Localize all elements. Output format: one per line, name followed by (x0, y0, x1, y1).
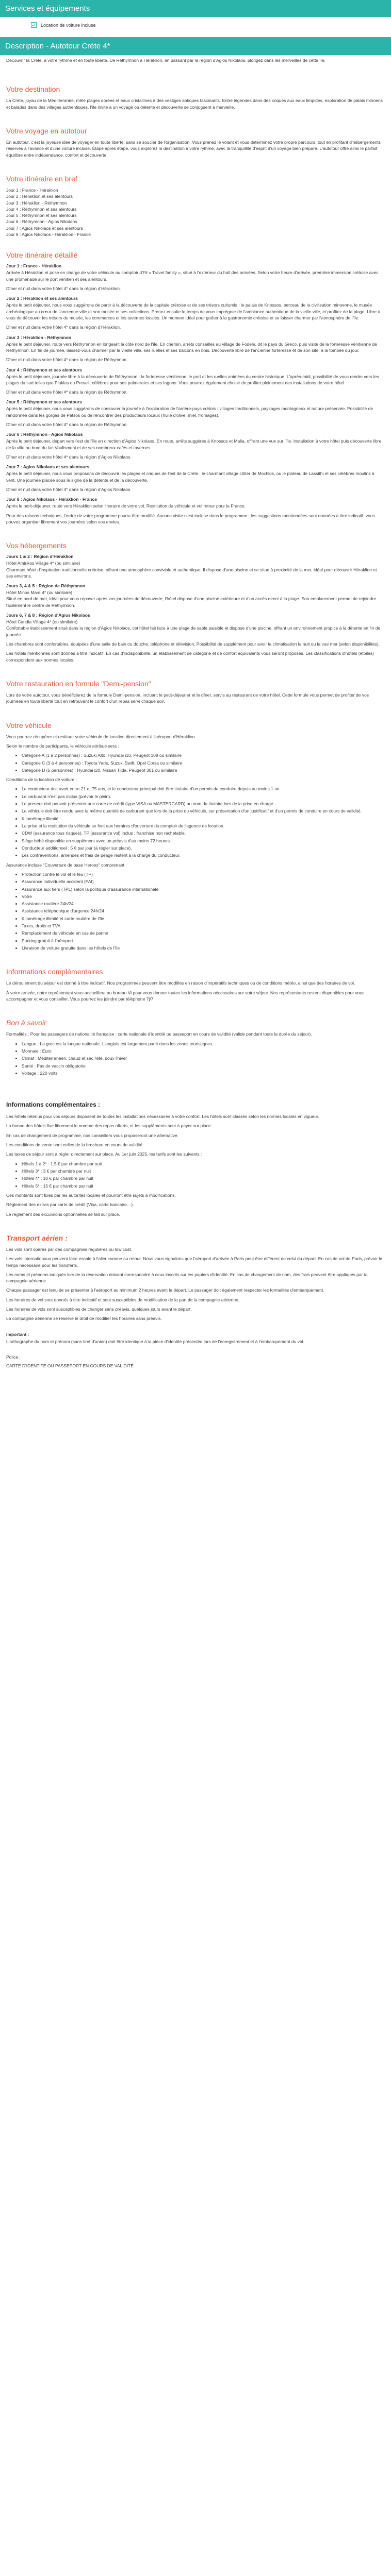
vehicle-condition: • Le conducteur doit avoir entre 21 et 75 ans, et le conducteur principal doit être titulaire d'un permis de conduire depuis au moins 1 an. (22, 786, 385, 792)
check-icon (31, 22, 37, 28)
vehicle-insurance-item: • Livraison de voiture gratuite dans les hôtels de l'île (22, 945, 385, 951)
itinerary-brief-line: Jour 7 : Agios Nikolaos et ses alentours (6, 225, 83, 231)
description-content (0, 57, 391, 1369)
itinerary-brief-line: Jour 2 : Héraklion et ses alentours (6, 194, 73, 199)
know-heading: Bon à savoir (6, 1019, 46, 1027)
transport-text: La compagnie aérienne se réserve le droit de modifier les horaires sans préavis. (6, 1316, 162, 1321)
vehicle-insurance-item: • Taxes, droits et TVA (22, 923, 385, 929)
itinerary-note: Pour des raisons techniques, l'ordre de votre programme pourra être modifié. Aucune visite n'est incluse dans le programme ; les suggestions mentionnées sont données à titre indicatif, vous pouvez organiser librement vos journées selon vos envies. (6, 513, 375, 524)
vehicle-insurance-item: • Assurance individuelle accident (PAI) (22, 878, 385, 885)
destination-text: La Crète, joyau de la Méditerranée, mêle plages dorées et eaux cristallines à des vestiges antiques fascinants. Entre légendes dans des criques aux eaux limpides, exploration de palais minoens et balades dans des villages authentiques, l'île invite à un voyage où détente et découverte se conjuguent à merveille. (6, 98, 383, 110)
vehicle-insurance-item: • Assistance routière 24h/24 (22, 901, 385, 907)
day-title: Jour 5 : Réthymnon et ses alentours (6, 399, 82, 405)
know-item: • Climat : Méditerranéen, chaud et sec l'été, doux l'hiver (22, 1055, 385, 1061)
vehicle-category-list (6, 752, 385, 773)
general-text: En cas de changement de programme, nos conseillers vous proposeront une alternative. (6, 1132, 179, 1138)
day-title: Jour 7 : Agios Nikolaos et ses alentours (6, 464, 90, 470)
know-item: • Voltage : 220 volts (22, 1070, 385, 1076)
day-text: Après le petit-déjeuner, route vers Héraklion selon l'horaire de votre vol. Restitution du véhicule et vol retour pour la France. (6, 503, 246, 509)
vehicle-insurance-item: • Protection contre le vol et le feu (TP) (22, 871, 385, 877)
info-text: À votre arrivée, notre représentant vous accueillera au bureau Vi pour vous donner toutes les informations nécessaires sur votre séjour. Nos représentants restent disponibles pour vous accompagner et vous conseiller. Vous pourrez les joindre par téléphone 7j/7. (6, 990, 365, 1002)
day-text: Après le petit déjeuner, nous vous proposons de découvrir les plages et criques de l'est de la Crète : le charmant village côtier de Mochlos, ou le plateau de Lassithi et ses célèbres moulins à vent. Une journée placée sous le signe de la détente et de la découverte. (6, 471, 374, 483)
itinerary-detail-heading: Votre itinéraire détaillé (6, 251, 78, 260)
general-text: Les conditions de vente sont celles de la brochure en cours de validité. (6, 1142, 144, 1148)
vehicle-category: • Catégorie A (1 à 2 personnes) : Suzuki Alto, Hyundai i10, Peugeot 108 ou similaire (22, 752, 385, 758)
vehicle-condition: • Kilométrage illimité. (22, 816, 385, 822)
day-title: Jour 8 : Agios Nikolaos - Héraklion - France (6, 497, 97, 502)
hotel-block (6, 613, 385, 638)
voyage-text: En autotour, c'est la joyeuse idée de voyager en toute liberté, sans se soucier de l'organisation. Vous prenez le volant et vous déterminez votre propre parcours, tout en profitant d'hébergements réservés à l'avance et d'une voiture incluse. Étape après étape, vous explorez la destination à votre rythme, avec la tranquillité d'esprit d'un voyage bien préparé. L'autotour offre ainsi le parfait équilibre entre indépendance, confort et découverte. (6, 139, 381, 158)
day-text: Après le petit déjeuner, nous vous suggérons de partir à la découverte de la capitale crétoise et de ses trésors culturels : le palais de Knossos, berceau de la civilisation minoenne, le musée archéologique au cœur de l'ancienne ville et son musée et ses collections. Prenez ensuite le temps de vous imprégner de l'ambiance authentique de la vieille ville, et profitez de la plage. Libre à vous de découvrir les trésors du musée, les commerces et les tavernes locales. Un moment idéal pour goûter à la gastronomie crétoise et se laisser charmer par l'atmosphère de l'île. (6, 302, 381, 320)
day-title: Jour 4 : Réthymnon et ses alentours (6, 367, 82, 372)
general-text: Ces montants sont fixés par les autorités locales et pourront être sujets à modifications. (6, 1192, 176, 1198)
vehicle-insurance-item: • Assurance aux tiers (TPL) selon la politique d'assurance internationale (22, 886, 385, 892)
general-text: Les taxes de séjour sont à régler directement sur place. Au 1er juin 2025, les tarifs sont les suivants : (6, 1151, 202, 1157)
hotel-period: Jours 6, 7 & 8 : Région d'Agios Nikolaos (6, 613, 90, 618)
voyage-heading: Votre voyage en autotour (6, 126, 87, 135)
day-text: Après le petit déjeuner, départ vers l'est de l'île en direction d'Agios Nikolaos. En route, arrêts suggérés à Knossos et Malia, offrant une vue sur l'île. Installation à votre hôtel puis découverte libre de la ville au bord du lac Voulismeni et de ses nombreux cafés et tavernes. (6, 438, 382, 450)
hotel-text: Situé en bord de mer, idéal pour vous reposer après vos journées de découverte, l'hôtel dispose d'une piscine extérieure et d'un accès direct à la plage. Son emplacement permet de rejoindre facilement le centre de Réthymnon. (6, 596, 376, 608)
know-list (6, 1041, 385, 1077)
vehicle-insurance-item: • Votre (22, 893, 385, 900)
info-heading: Informations complémentaires (6, 968, 103, 976)
hotel-name: Hôtel Minos Mare 4* (ou similaire) (6, 590, 73, 596)
intro-text: Découvrir la Crète, à votre rythme et en toute liberté. De Réthymnon à Héraklion, en passant par la région d'Agios Nikolaos, plongez dans les merveilles de cette île. (6, 58, 325, 63)
important-text: L'orthographe du nom et prénom (sans tiret d'union) doit être identique à la pièce d'identité présentée lors de l'enregistrement et à l'embarquement du vol. (6, 1339, 304, 1344)
general-text: Les hôtels retenus pour vos séjours disposent de toutes les installations nécessaires à votre confort. Les hôtels sont classés selon les normes locales en vigueur. (6, 1114, 319, 1120)
description-banner (0, 37, 391, 55)
itinerary-brief-line: Jour 1 : France - Héraklion (6, 187, 58, 193)
vehicle-text: Selon le nombre de participants, le véhicule attribué sera : (6, 743, 119, 749)
transport-text: Les vols internationaux peuvent faire escale à l'aller comme au retour. Nous vous signalons que l'aéroport d'arrivée à Paris peut être différent de celui du départ. En cas de vol de Paris, prévoir le temps nécessaire pour les transferts. (6, 1256, 383, 1268)
itinerary-brief-line: Jour 4 : Réthymnon et ses alentours (6, 206, 77, 212)
day-block (6, 432, 385, 460)
vehicle-condition: • Conducteur additionnel : 5 € par jour (à régler sur place). (22, 845, 385, 851)
know-text: Formalités : Pour les passagers de nationalité française : carte nationale d'identité ou passeport en cours de validité (valide pendant toute la durée du séjour). (6, 1031, 312, 1037)
tax-list (6, 1161, 385, 1189)
services-banner (0, 0, 391, 17)
day-text: Après le petit déjeuner, journée libre à la découverte de Réthymnon : la forteresse vénitienne, le port et les ruelles animées du centre historique. L'après-midi, possibilité de vous rendre vers les plages du sud telles que Plakias ou Preveli, célèbres pour ses palmeraies et ses lagons. Vous pourrez également choisir de profiter pleinement des installations de votre hôtel. (6, 374, 379, 385)
destination-heading: Votre destination (6, 85, 60, 94)
description-banner-title: Description - Autotour Crète 4* (5, 42, 110, 50)
day-block (6, 464, 385, 493)
police-label: Police : (6, 1354, 21, 1360)
transport-text: Les horaires de vol sont donnés à titre indicatif et sont susceptibles de modification de la part de la compagnie aérienne. (6, 1297, 240, 1302)
restaurant-heading: Votre restauration en formule "Demi-pension" (6, 679, 151, 688)
day-block (6, 296, 385, 330)
day-text: Après le petit déjeuner, nous vous suggérons de consacrer la journée à l'exploration de l'arrière-pays crétois : villages traditionnels, paysages montagneux et nature préservée. Possibilité de randonnée dans les gorges de Patsos ou de rencontrer des producteurs locaux (huile d'olive, miel, fromages). (6, 406, 373, 418)
day-extra: Dîner et nuit dans votre hôtel 4* dans la région d'Héraklion. (6, 325, 121, 330)
itinerary-brief-line: Jour 5 : Réthymnon et ses alentours (6, 213, 77, 218)
vehicle-condition: • Le carburant n'est pas inclus (prévoir le plein). (22, 793, 385, 800)
hotels-note-2: Les hôtels mentionnés sont donnés à titre indicatif. En cas d'indisponibilité, un établissement de catégorie et de confort équivalents vous seront proposés. Les classifications d'hôtels (étoiles) correspondent aux normes locales. (6, 651, 374, 663)
day-extra: Dîner et nuit dans votre hôtel 4* dans la région de Réthymnon. (6, 357, 128, 363)
day-block (6, 497, 385, 509)
vehicle-condition: • Les contraventions, amendes et frais de péage restent à la charge du conducteur. (22, 852, 385, 858)
itinerary-brief-line: Jour 3 : Héraklion - Réthymnon (6, 200, 67, 206)
day-extra: Dîner et nuit dans votre hôtel 4* dans la région de Réthymnon. (6, 389, 128, 395)
vehicle-insurance-item: • Kilométrage illimité et carte routière de l'île (22, 916, 385, 922)
know-item: • Langue : La grec est la langue nationale. L'anglais est largement parlé dans les zones touristiques. (22, 1041, 385, 1047)
general-text: La bonne des hôtels fixe librement le nombre des repas offerts, et les suppléments sont à payer sur place. (6, 1123, 213, 1129)
vehicle-insurance-item: • Assistance téléphonique d'urgence 24h/24 (22, 908, 385, 914)
hotel-period: Jours 3, 4 & 5 : Région de Réthymnon (6, 583, 86, 589)
general-text: Règlement des extras par carte de crédit (Visa, carte bancaire…). (6, 1202, 134, 1208)
day-block (6, 335, 385, 363)
service-item (0, 19, 391, 33)
vehicle-text: Vous pourrez récupérer et restituer votre véhicule de location directement à l'aéroport d'Héraklion. (6, 734, 196, 739)
know-item: • Santé : Pas de vaccin obligatoire (22, 1063, 385, 1069)
hotels-heading: Vos hébergements (6, 541, 67, 550)
day-extra: Dîner et nuit dans votre hôtel 4* dans la région de Réthymnon. (6, 422, 128, 428)
transport-text: Chaque passager est tenu de se présenter à l'aéroport au minimum 2 heures avant le départ. Le passager doit également respecter les formalités d'embarquement. (6, 1287, 324, 1293)
restaurant-text: Lors de votre autotour, vous bénéficierez de la formule Demi-pension, incluant le petit-déjeuner et le dîner, servis au restaurant de votre hôtel. Cette formule vous permet de profiter de vos journées en toute liberté tout en retrouvant le confort d'un repas servi chaque soir. (6, 692, 369, 704)
hotel-name: Hôtel Amirikos Village 4* (ou similaire) (6, 561, 80, 566)
id-requirement: CARTE D'IDENTITÉ OU PASSEPORT EN COURS DE VALIDITÉ (6, 1363, 134, 1368)
day-title: Jour 6 : Réthymnon - Agios Nikolaos (6, 432, 83, 437)
vehicle-conditions-intro: Conditions de la location de voiture : (6, 777, 77, 783)
hotel-block (6, 554, 385, 579)
services-banner-title: Services et équipements (5, 4, 90, 13)
vehicle-condition: • CDW (assurance tous risques), TP (assurance vol) inclus : franchise non rachetable. (22, 830, 385, 836)
transport-heading: Transport aérien : (6, 1233, 68, 1242)
hotels-note: Les chambres sont confortables, équipées d'une salle de bain ou douche, téléphone et télévision. Possibilité de supplément pour avoir la climatisation la nuit ou la vue mer (selon disponibilités). (6, 641, 380, 647)
vehicle-condition: • Le véhicule doit être rendu avec la même quantité de carburant que lors de la prise du véhicule, sur présentation d'un justificatif et d'un permis de conduire en cours de validité. (22, 808, 385, 814)
day-block (6, 399, 385, 428)
day-title: Jour 3 : Héraklion - Réthymnon (6, 334, 72, 340)
itinerary-brief-line: Jour 8 : Agios Nikolaos - Héraklion - France (6, 232, 91, 238)
day-extra: Dîner et nuit dans votre hôtel 4* dans la région d'Héraklion. (6, 286, 121, 291)
hotel-text: Charmant hôtel d'inspiration traditionnelle crétoise, offrant une atmosphère conviviale et authentique. Il dispose d'une piscine et se situe à proximité de la mer, idéal pour découvrir Héraklion et ses environs. (6, 567, 377, 579)
tax-item: • Hôtels 3* : 3 € par chambre par nuit (22, 1168, 385, 1174)
tax-item: • Hôtels 1 à 2* : 1.5 € par chambre par nuit (22, 1161, 385, 1167)
transport-text: Les vols sont opérés par des compagnies régulières ou low cost. (6, 1246, 132, 1252)
vehicle-heading: Votre véhicule (6, 721, 52, 730)
info-text: Le déroulement du séjour est donné à titre indicatif. Nos programmes peuvent être modifiés en raison d'impératifs techniques ou de conditions météo, ainsi que des horaires de vol. (6, 980, 355, 986)
transport-text: Les noms et prénoms indiqués lors de la réservation doivent correspondre à ceux inscrits sur les papiers d'identité. En cas de changement de nom, des frais peuvent être appliqués par la compagnie aérienne. (6, 1272, 368, 1284)
day-block (6, 367, 385, 396)
day-extra: Dîner et nuit dans votre hôtel 4* dans la région d'Agios Nikolaos. (6, 454, 132, 460)
vehicle-conditions-list (6, 786, 385, 858)
know-item: • Monnaie : Euro (22, 1048, 385, 1054)
vehicle-condition: • La prise et la restitution du véhicule se font aux horaires d'ouverture du comptoir de l'agence de location. (22, 823, 385, 829)
day-extra: Dîner et nuit dans votre hôtel 4* dans la région d'Agios Nikolaos. (6, 486, 132, 492)
vehicle-category: • Catégorie D (5 personnes) : Hyundai i20, Nissan Tiida, Peugeot 301 ou similaire (22, 767, 385, 773)
vehicle-insurance-list (6, 871, 385, 951)
itinerary-brief-list (6, 187, 385, 238)
day-block (6, 263, 385, 292)
tax-item: • Hôtels 5* : 15 € par chambre par nuit (22, 1183, 385, 1189)
day-title: Jour 2 : Héraklion et ses alentours (6, 296, 78, 301)
vehicle-category: • Catégorie C (3 à 4 personnes) : Toyota Yaris, Suzuki Swift, Opel Corsa ou similaire (22, 760, 385, 766)
vehicle-insurance-intro: Assurance incluse "Couverture de base Heroes" comprenant : (6, 862, 127, 868)
vehicle-condition: • Le preneur doit pouvoir présenter une carte de crédit (type VISA ou MASTERCARD) au nom du titulaire lors de la prise en charge. (22, 801, 385, 807)
itinerary-brief-heading: Votre itinéraire en bref (6, 174, 77, 183)
itinerary-brief-line: Jour 6 : Réthymnon - Agios Nikolaos (6, 219, 77, 225)
general-heading: Informations complémentaires : (6, 1101, 101, 1109)
day-title: Jour 1 : France - Héraklion (6, 263, 62, 269)
vehicle-condition: • Siège bébé disponible en supplément avec un préavis d'au moins 72 heures. (22, 838, 385, 844)
general-text: Le règlement des excursions optionnelles se fait sur place. (6, 1211, 120, 1217)
transport-text: Les horaires de vols sont susceptibles de changer sans préavis, quelques jours avant le départ. (6, 1307, 192, 1312)
vehicle-insurance-item: • Parking gratuit à l'aéroport (22, 938, 385, 944)
hotel-name: Hôtel Candia Village 4* (ou similaire) (6, 619, 78, 625)
hotel-block (6, 583, 385, 608)
day-text: Après le petit déjeuner, route vers Réthymnon en longeant la côte nord de l'île. En chemin, arrêts conseillés au village de Fodele, dit le pays du Greco, puis visite de la forteresse vénitienne de Réthymnon. En fin de journée, laissez-vous charmer par la vieille ville, ses ruelles et ses balcons en bois. Découverte libre de l'ancienne forteresse et de son site, à la tombée du jour. (6, 341, 377, 353)
important-label: Important : (6, 1331, 29, 1337)
tax-item: • Hôtels 4* : 10 € par chambre par nuit (22, 1175, 385, 1181)
vehicle-insurance-item: • Remplacement du véhicule en cas de panne (22, 930, 385, 936)
hotel-text: Confortable établissement situé dans la région d'Agios Nikolaos, cet hôtel fait face à une plage de sable paisible et dispose d'une piscine, offrant un environnement propice à la détente en fin de journée. (6, 625, 381, 637)
day-text: Arrivée à Héraklion et prise en charge de votre véhicule au comptoir d'Fil « Travel family », situé à l'extérieur du hall des arrivées. Selon votre heure d'arrivée, première immersion crétoise avec une promenade sur le port vénitien et ses alentours. (6, 270, 379, 282)
hotel-period: Jours 1 & 2 : Région d'Héraklion (6, 554, 74, 560)
service-item-label: Location de voiture incluse (41, 22, 96, 28)
